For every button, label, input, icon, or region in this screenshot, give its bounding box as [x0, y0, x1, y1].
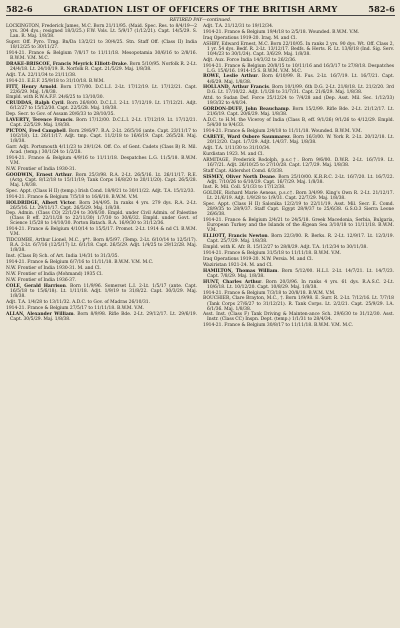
- officer-name: SISMEY, Oliver North Deane: [203, 174, 276, 180]
- officer-name: GOODWIN, Ernest Arthur: [6, 172, 72, 178]
- officer-entry: Iraq Operations 1919-20. N.W. Persia. M. and Cl.: [203, 256, 313, 262]
- officer-entry: Waziristan 1921-24. M. and Cl.: [203, 262, 273, 268]
- officer-entry: GORDON-DUFF, John Beauchamp. Born 15/2/99. Rifle Bde. 2-Lt. 21/12/17. Lt. 21/6/19. Capt. 20/6/29. Maj. 1/8/38.: [203, 107, 394, 118]
- officer-entry: ARMITAGE, Frederick Rodolph, p.s.c†. Born 9/6/00. D.W.R. 2-Lt. 16/7/19. Lt. 16/7/21. Adjt. 26/10/25 to 27/10/28. Capt. 12/7/29. Maj. 1/8/38.: [203, 157, 394, 168]
- officer-entry: N.W. Frontier of India (Mohmand) 1935 Cl.: [6, 271, 103, 277]
- page-number-left: 582-6: [6, 4, 33, 14]
- officer-name: CRUDDAS, Ralph Cyril: [6, 101, 64, 107]
- officer-entry: 1914-21. France & Belgium 7/8/17 to 11/11/18. Mesopotamia 30/6/16 to 2/8/16. B.W.M. V.M. M.C.: [6, 50, 197, 61]
- officer-entry: Spec. Appt. (Class H II) Salonika 12/2/19 to 22/11/19. Asst. Mil. Secr. E. Comd. 28/9/35 to 28/9/37. Staff Capt. Egypt 28/9/37 to 25/6/38. G.S.O.3 Sierra Leone 26/6/38.: [203, 202, 394, 218]
- officer-entry: BOUCHIER, Clare Brayton, M.C., †. Born 1/9/98. E. Surr. R. 2-Lt. 7/12/16. Lt. 7/7/18 (Tank Corps 27/6/27 to 31/12/21). R. Tank Corps. Lt. 2/2/21. Capt. 25/9/29. I.A. 6/1/36. Maj. 1/8/38.: [203, 296, 394, 312]
- officer-entry: ELLIOTT, Francis Newton. Born 22/3/00. R. Berks. R. 2-Lt. 12/9/17. Lt. 12/3/19. Capt. 25/7/29. Maj. 1/8/38.: [203, 234, 394, 245]
- officer-name: ALLAN, Alexander William: [6, 311, 74, 317]
- officer-entry: A.D.C. to H.M. the Viceroy of India (Class B, eff. 9/1/26) 9/1/26 to 4/12/29. Empld. 5/4/30 to 9/4/33.: [203, 118, 394, 129]
- officer-entry: Adjt. T.A. 22/11/34 to 21/11/38.: [6, 72, 77, 78]
- officer-name: ELLIOTT, Francis Newton: [203, 234, 268, 240]
- officer-entry: 1914-21. France & Belgium 2/4/18 to 11/11/18. Wounded. B.W.M. V.M.: [203, 129, 362, 135]
- officer-name: PICTON, Fred Campbell: [6, 129, 66, 135]
- officer-entry: TIDCOMBE, Arthur Lionel, M.C., p*†. Born 8/5/97. (Temp. 2-Lt. 6/10/14 to 12/5/17). R.A. 2-Lt. 6/7/16 (12/5/17) Lt. 6/1/18. Capt. 26/5/29. Adjt. 1/4/25 to 29/12/28. Maj. 1/8/38.: [6, 238, 197, 254]
- page-header: [6, 4, 395, 16]
- officer-entry: PICTON, Fred Campbell. Born 29/6/97. R.A. 2-Lt. 26/5/16 (ante. Capt. 23/11/17 to 10/2/18). Lt. 26/11/17. Adjt. tmp. Capt. 11/2/18 to 16/6/19. Capt. 26/5/28. Maj. 1/8/38.: [6, 129, 197, 145]
- text-columns: [6, 24, 395, 329]
- officer-entry: Empld. with K. Afr. R. 15/12/27 to 28/8/29. Adjt. T.A. 1/12/34 to 30/11/38.: [203, 245, 368, 251]
- officer-entry: 1914-21. France & Belgium 20/8/15 to 10/11/16 and 16/3/17 to 27/8/18. Despatches L.G. 15/6/16. 1914-15 S. B.W.M. V.M. M.C.: [203, 63, 394, 74]
- officer-entry: COLE, Gerald Harrison. Born 11/9/96. Somerset L.I. 2-Lt. 1/5/17 (ante. Capt. 16/5/18 to 15/6/18). Lt. 1/11/18. Adjt. 1/9/19 to 31/8/22. Capt. 30/3/29. Maj. 1/8/38.: [6, 283, 198, 299]
- page-number-right: 582-6: [368, 4, 395, 14]
- officer-entry: Adjt. Aux. Force India 14/3/32 to 26/2/36.: [203, 57, 297, 63]
- officer-entry: ASHBY, Edward Ernest, M.C. Born 22/10/05. In ranks 2 yrs. 90 dys. Wt. Off. Class 2, 1 yr. 54 dys. Bedf. R. 2-Lt. 13/12/17. Bedfs. & Herts. R. Lt. 13/8/18 (Ind. Sig. Serv. 10/4/23 to 30/1/24). Capt. 3/6/29. Maj. 1/8/38.: [203, 41, 394, 57]
- officer-entry: Supvr. Off. Pyro. Trng. Bn/Da 13/2/21 to 30/4/25. Stn. Staff Off. (Class II) India 18/12/25 to 30/11/27.: [6, 39, 197, 50]
- officer-name: HAMILTON, Thomas William: [203, 268, 278, 274]
- officer-entry: FITT, Henry Arnold. Born 17/7/00. D.C.L.I. 2-Lt. 17/12/19. Lt. 17/12/21. Capt. 22/6/29. Maj. 1/8/38.: [6, 84, 197, 95]
- officer-entry: Garr. Adjt. Portsmouth 4/11/23 to 29/1/24. Off. Co. of Gent. Cadets (Class B) R. Mil. Acad. (temp.) 30/1/24 to 1/2/28.: [6, 145, 197, 156]
- officer-entry: HUNT, Charles Arthur. Born 20/3/96. In ranks 4 yrs. 61 dys. R.A.S.C. 2-Lt. 10/6/18. Lt. 10/12/20. Capt. 10/8/29. Maj. 1/8/38.: [203, 279, 394, 290]
- officer-entry: LOCKINGTON, Frederick James, M.C. Born 21/11/95. (Maid. Spec. Res. to 8/4/19—2 yrs. 304 dys.; resigned 18/3/25.) F.W. Vols. Lt. 5/9/17 (1/12/21). Capt. 14/5/29. S. Lan. R. Maj. 1/8/38.: [6, 24, 197, 40]
- officer-entry: 1914-21. France & Belgium 4/10/14 to 15/5/17. Promot. 2-Lt. 1914 & nd Cl. B.W.M. V.M.: [6, 227, 197, 238]
- officer-entry: 1914-21. France & Belgium 4/9/16 to 11/11/18. Despatches L.G. 11/5/18. B.W.M. V.M.: [6, 155, 197, 166]
- officer-entry: Adjt. T.A. 1/4/28 to 13/11/32. A.D.C. to Gov. of Madras 26/10/31.: [6, 299, 150, 305]
- officer-entry: CRUDDAS, Ralph Cyril. Born 26/8/00. D.C.L.I. 2-Lt. 17/12/19. Lt. 17/12/21. Adjt. 6/12/27 to 15/12/30. Capt. 22/5/28. Maj. 1/8/38.: [6, 101, 197, 112]
- officer-entry: 1914-21. France & Belgium 6/7/16 to 11/11/18. B.W.M. V.M. M.C.: [6, 260, 154, 266]
- right-column: [203, 24, 394, 329]
- officer-entry: LAVERTY, Terence Francis. Born 17/12/00. D.C.L.I. 2-Lt. 17/12/19. Lt. 17/12/21. Capt. 22/5/29. Maj. 1/8/38.: [6, 118, 197, 129]
- officer-entry: Inst. R. Mil. Coll. 5/1/33 to 17/12/38.: [203, 185, 286, 191]
- officer-entry: 1914-21. France & Belgium 7/3/18 to 20/8/18. B.W.M. V.M.: [203, 290, 336, 296]
- officer-entry: SISMEY, Oliver North Deane. Born 25/10/00. K.R.R.C. 2-Lt. 16/7/20. Lt. 16/7/22. Adjt. 7/10/26 to 6/10/29. Capt. 16/7/29. Maj. 1/8/38.: [203, 174, 394, 185]
- officer-entry: Adjt. T.A. 1/11/30 to 31/10/34.: [203, 145, 271, 151]
- officer-entry: GOLDIE, Richard Marie Aeneas, p.s.c†. Born 3/4/99. King's Own R. 2-Lt. 21/12/17. Lt. 21/6/19. Adjt. 1/9/28 to 1/9/31. Capt. 22/7/29. Maj. 1/8/38.: [203, 191, 394, 202]
- officer-entry: 1914-21. France & Belgium 30/8/17 to 11/11/18. B.W.M. V.M. M.C.: [203, 323, 354, 329]
- officer-name: DRAKE-BRISCOE, Francis Meyrick Elliott-Drake: [6, 61, 127, 67]
- officer-entry: Staff Capt. Aldershot Comd. 6/3/38.: [203, 168, 284, 174]
- section-continued-label: RETIRED PAY—continued.: [169, 18, 232, 23]
- officer-name: LAVERTY, Terence Francis: [6, 118, 73, 124]
- officer-entry: HOLDRIDGE, Albert Victor. Born 24/4/95. In ranks 4 yrs. 279 dys. R.A. 2-Lt. 26/5/16. Lt. 29/11/17. Capt. 26/5/29. Maj. 1/8/38.: [6, 200, 197, 211]
- officer-name: HOLDRIDGE, Albert Victor: [6, 200, 76, 206]
- officer-entry: HAMILTON, Thomas William. Born 5/12/00. H.L.I. 2-Lt. 14/7/21. Lt. 14/7/23. Capt. 7/8/29. Maj. 1/8/38.: [203, 268, 395, 279]
- officer-entry: GOODWIN, Ernest Arthur. Born 25/3/98. R.A. 2-Lt. 26/5/16. Lt. 26/11/17. R.E. (Actg. Capt. 8/12/18 to 15/11/19; Tank Corps 16/8/20 to 20/11/20). Capt. 26/5/28. Maj. 1/8/38.: [6, 172, 197, 188]
- officer-entry: DRAKE-BRISCOE, Francis Meyrick Elliott-Drake. Born 5/10/95. Norfolk R. 2-Lt. 24/4/18. Lt. 24/10/19. R. Norfolk R. Capt. 21/5/29. Maj. 1/8/38.: [6, 61, 197, 72]
- officer-entry: ROWE, Leslie Arthur. Born 6/10/99. R. Fus. 2-Lt. 16/7/19. Lt. 16/7/21. Capt. 4/6/29. Maj. 1/8/38.: [203, 74, 395, 85]
- officer-entry: Asst. Inst. (Class F) Tank Driving & Mainten-ance Sch. 29/6/30 to 31/12/30. Asst. Instr. (Class CC) Inspn. Dept. (temp.) 1/1/31 to 28/4/34.: [203, 312, 394, 323]
- officer-entry: HOLLAND, Arthur Francis. Born 10/1/99. 6th D.G. 2-Lt. 21/8/18. Lt. 21/2/20. 3rd D.G. Lt. 17/10/22. Adjt. 1/1/28 to 31/7/31. Capt. 21/6/29. Maj. 1/8/38.: [203, 85, 394, 96]
- officer-name: GORDON-DUFF, John Beauchamp: [203, 107, 289, 113]
- officer-entry: Dep. Admin. (Class CO) 22/1/24 to 30/6/30. Empld. under Civil Admin. of Palestine (Class B eff. 22/11/28 to 22/11/30) 1/7/30 to 30/6/32. Empld. under Govt. of Science 1/5/28 to 14/10/30. Porton Batach. R.A. 16/9/30 to 31/12/36.: [6, 211, 197, 227]
- officer-entry: 1914-21. France & Belgium 27/5/17 to 11/11/18. B.W.M. V.M.: [6, 305, 145, 311]
- officer-name: FITT, Henry Arnold: [6, 84, 57, 90]
- page-title: GRADATION LIST OF OFFICERS OF THE BRITISH ARMY: [63, 4, 338, 14]
- officer-name: COLE, Gerald Harrison: [6, 283, 66, 289]
- officer-entry: Attd. to Sudan Def. Force 25/12/24 to 7/4/28 and (Dep. Asst. Mil. Sec. 1/12/33) 19/3/32 to 4/8/34.: [203, 96, 394, 107]
- officer-name: HOLLAND, Arthur Francis: [203, 85, 269, 91]
- left-column: [6, 24, 197, 329]
- officer-entry: N.W. Frontier of India 1936-37.: [6, 277, 77, 283]
- officer-entry: ALLAN, Alexander William. Born 8/9/98. Rifle Bde. 2-Lt. 29/12/17. Lt. 29/6/19. Capt. 30/5/29. Maj. 1/8/38.: [6, 311, 198, 322]
- officer-name: ROWE, Leslie Arthur: [203, 74, 258, 80]
- officer-name: CAREYE, Ward Osbore Saunmarez: [203, 135, 290, 140]
- officer-entry: Iraq Operations 1919-20. Iraq. M. and Cl.: [203, 35, 297, 41]
- officer-entry: Adjt. T.A. 21/12/31 to 19/12/34.: [203, 24, 274, 29]
- officer-entry: Kurdistan 1923. M. and Cl.: [203, 151, 264, 157]
- officer-entry: CAREYE, Ward Osbore Saunmarez. Born 16/3/00. W. York R. 2-Lt. 20/12/18. Lt. 20/12/20. Capt. 1/7/29. Adjt. 1/4/37. Maj. 1/8/38.: [203, 135, 394, 146]
- officer-entry: 1914-21. France & Belgium 31/5/18 to 11/11/18. B.W.M. V.M.: [203, 251, 342, 257]
- officer-entry: N.W. Frontier of India 1930-31.: [6, 166, 77, 172]
- officer-entry: 1914-21. France & Belgium 19/4/18 to 2/5/18. Wounded. B.W.M. V.M.: [203, 29, 360, 35]
- officer-entry: N.W. Frontier of India 1930-31. M. and Cl.: [6, 266, 101, 272]
- officer-entry: 1914-21. E.E.F. 25/9/18 to 31/10/18. B.W.M.: [6, 78, 105, 84]
- officer-entry: Empld. with R.W.A.F.F. 24/6/25 to 13/10/30.: [6, 95, 104, 101]
- officer-entry: 1914-21. France & Belgium 2/4/21 to 24/5/18. Greek Macedonia, Serbia, Bulgaria, European Turkey and the Islands of the Ægean Sea 3/10/18 to 11/11/18. B.W.M. V.M.: [203, 218, 394, 234]
- officer-entry: Inst. (Class B) Sch. of Art. India 1/4/31 to 31/3/35.: [6, 254, 119, 260]
- officer-entry: 1914-21. France & Belgium 7/5/18 to 16/6/18. B.W.M. V.M.: [6, 194, 139, 200]
- officer-entry: Dep. Secr. to Gov. of Assam 20/6/33 to 28/10/35.: [6, 112, 115, 118]
- officer-entry: Spec. Appt. (Class H II) (temp.) Irish Cond. 18/9/21 to 30/11/22. Adjt. T.A. 15/12/33.: [6, 188, 195, 194]
- officer-name: HUNT, Charles Arthur: [203, 279, 262, 285]
